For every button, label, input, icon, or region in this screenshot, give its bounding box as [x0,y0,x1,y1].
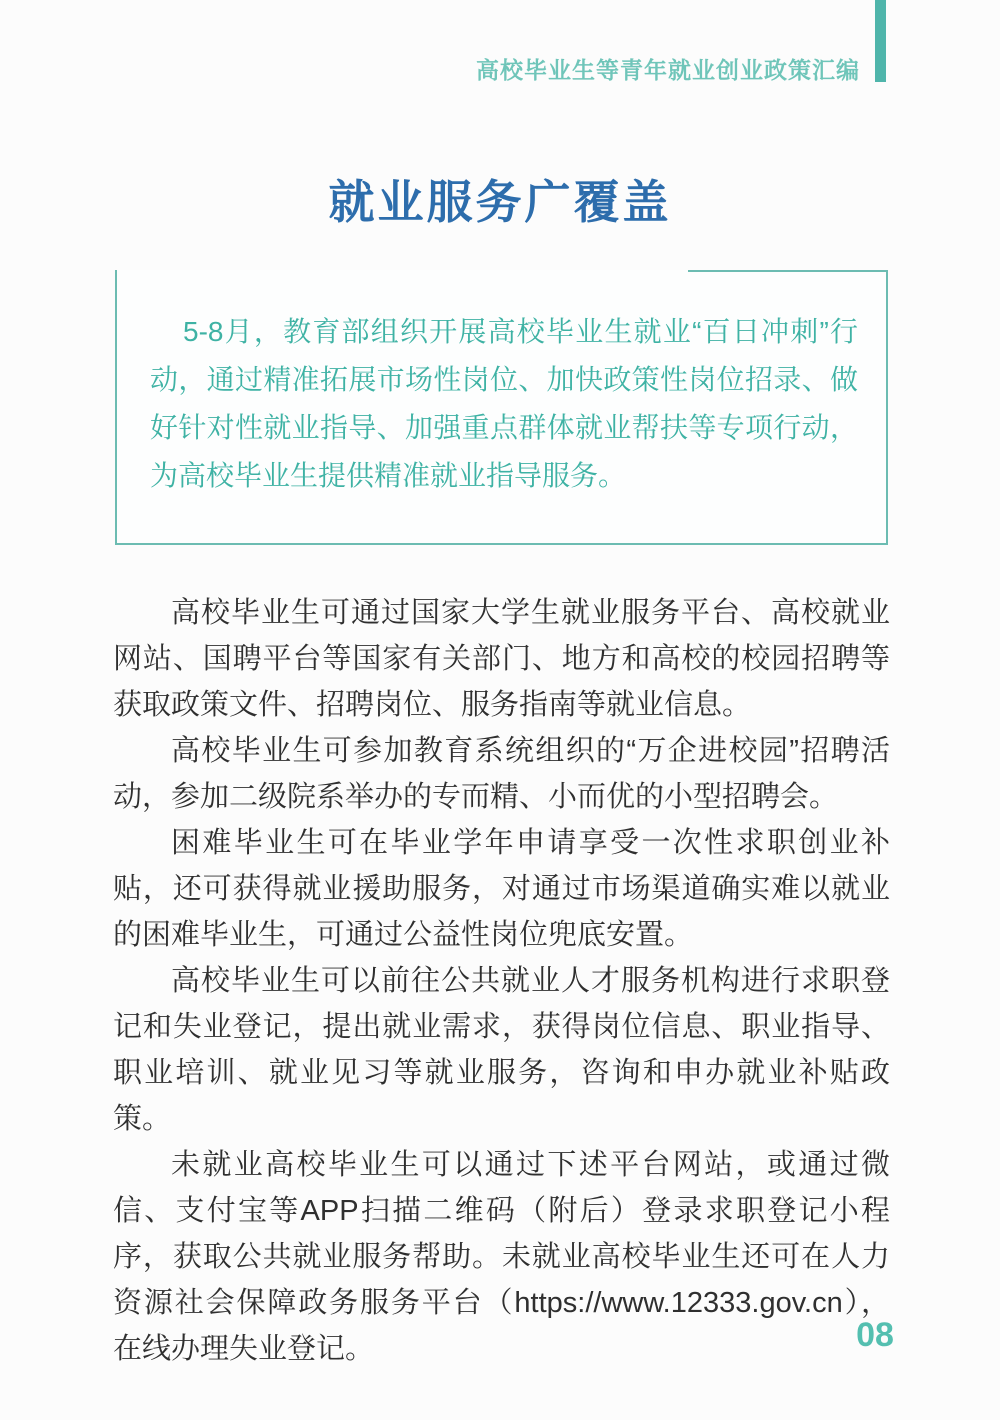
body-paragraph-5: 未就业高校毕业生可以通过下述平台网站，或通过微信、支付宝等APP扫描二维码（附后）登录求职登记小程序，获取公共就业服务帮助。未就业高校毕业生还可在人力资源社会保障政务服务平台（https://www.12333.gov.cn），在线办理失业登记。 [113,1149,890,1365]
page-title: 就业服务广覆盖 [328,176,672,228]
header-title: 高校毕业生等青年就业创业政策汇编 [476,57,860,83]
body-content [113,590,890,1372]
body-paragraph-2: 高校毕业生可参加教育系统组织的“万企进校园”招聘活动，参加二级院系举办的专而精、小而优的小型招聘会。 [113,735,890,813]
body-paragraph-1: 高校毕业生可通过国家大学生就业服务平台、高校就业网站、国聘平台等国家有关部门、地方和高校的校园招聘等获取政策文件、招聘岗位、服务指南等就业信息。 [113,597,890,721]
header-accent-bar [875,0,886,82]
body-paragraph-3: 困难毕业生可在毕业学年申请享受一次性求职创业补贴，还可获得就业援助服务，对通过市场渠道确实难以就业的困难毕业生，可通过公益性岗位兜底安置。 [113,827,890,951]
page-number: 08 [856,1316,894,1354]
body-paragraph-4: 高校毕业生可以前往公共就业人才服务机构进行求职登记和失业登记，提出就业需求，获得岗位信息、职业指导、职业培训、就业见习等就业服务，咨询和申办就业补贴政策。 [113,965,890,1135]
highlight-box [115,270,888,545]
highlight-box-top-border [688,270,886,272]
highlight-box-text: 5-8月，教育部组织开展高校毕业生就业“百日冲刺”行动，通过精准拓展市场性岗位、加快政策性岗位招录、做好针对性就业指导、加强重点群体就业帮扶等专项行动，为高校毕业生提供精准就业指导服务。 [150,316,858,491]
